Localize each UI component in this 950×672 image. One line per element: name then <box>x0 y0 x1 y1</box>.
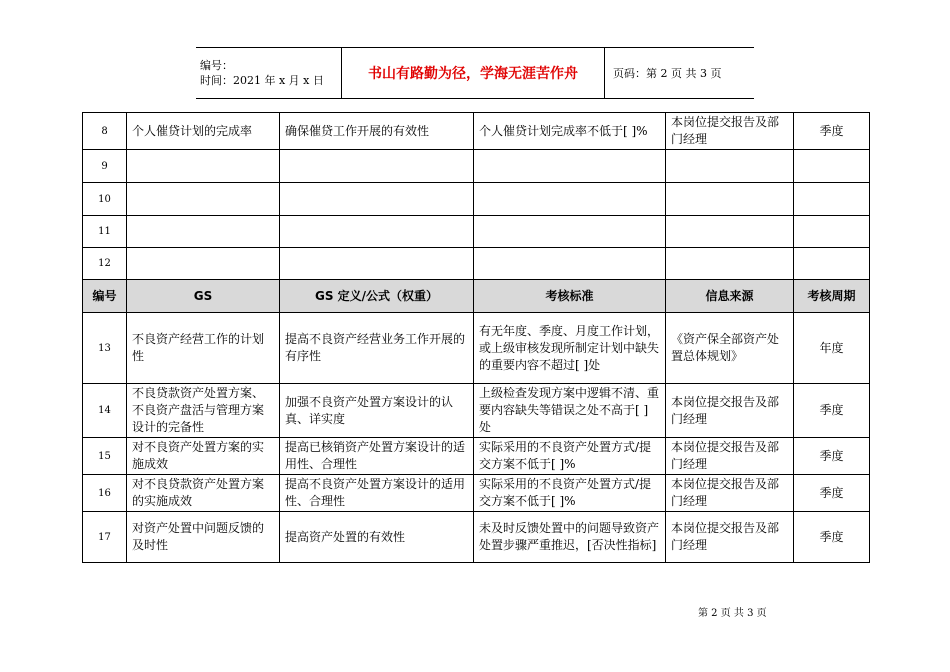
gs-cell <box>127 150 280 183</box>
row-number: 17 <box>83 512 127 563</box>
definition-cell <box>280 216 474 248</box>
table-row <box>83 150 870 183</box>
header-meta <box>196 48 342 98</box>
definition-cell: 提高资产处置的有效性 <box>280 512 474 563</box>
header-motto: 书山有路勤为径，学海无涯苦作舟 <box>342 48 605 98</box>
period-cell: 年度 <box>794 313 870 384</box>
period-cell: 季度 <box>794 113 870 150</box>
standard-cell: 有无年度、季度、月度工作计划，或上级审核发现所制定计划中缺失的重要内容不超过[ ]处 <box>474 313 666 384</box>
definition-cell: 确保催贷工作开展的有效性 <box>280 113 474 150</box>
definition-cell <box>280 183 474 216</box>
source-cell: 本岗位提交报告及部门经理 <box>666 384 794 438</box>
gs-cell: 不良资产经营工作的计划性 <box>127 313 280 384</box>
definition-cell: 提高不良资产处置方案设计的适用性、合理性 <box>280 475 474 512</box>
row-number: 13 <box>83 313 127 384</box>
source-cell <box>666 248 794 280</box>
definition-cell <box>280 150 474 183</box>
standard-cell: 实际采用的不良资产处置方式/提交方案不低于[ ]% <box>474 438 666 475</box>
gs-cell <box>127 248 280 280</box>
row-number: 14 <box>83 384 127 438</box>
header-page-number: 页码：第 2 页 共 3 页 <box>613 67 722 80</box>
column-header-number: 编号 <box>83 280 127 313</box>
gs-cell: 对不良资产处置方案的实施成效 <box>127 438 280 475</box>
source-cell: 本岗位提交报告及部门经理 <box>666 438 794 475</box>
period-cell: 季度 <box>794 512 870 563</box>
table-row <box>83 475 870 512</box>
document-date-label: 时间：2021 年 x 月 x 日 <box>200 74 324 87</box>
standard-cell: 上级检查发现方案中逻辑不清、重要内容缺失等错误之处不高于[ ]处 <box>474 384 666 438</box>
row-number: 9 <box>83 150 127 183</box>
standard-cell <box>474 248 666 280</box>
definition-cell: 提高已核销资产处置方案设计的适用性、合理性 <box>280 438 474 475</box>
standard-cell <box>474 150 666 183</box>
definition-cell: 提高不良资产经营业务工作开展的有序性 <box>280 313 474 384</box>
column-header-definition: GS 定义/公式（权重） <box>280 280 474 313</box>
table-row <box>83 438 870 475</box>
standard-cell: 个人催贷计划完成率不低于[ ]% <box>474 113 666 150</box>
period-cell <box>794 216 870 248</box>
source-cell <box>666 183 794 216</box>
table-row <box>83 216 870 248</box>
document-number-label: 编号： <box>200 59 233 72</box>
table-header-row <box>83 280 870 313</box>
table-row <box>83 248 870 280</box>
column-header-period: 考核周期 <box>794 280 870 313</box>
row-number: 16 <box>83 475 127 512</box>
source-cell: 本岗位提交报告及部门经理 <box>666 475 794 512</box>
source-cell: 本岗位提交报告及部门经理 <box>666 512 794 563</box>
source-cell <box>666 150 794 183</box>
gs-cell: 对资产处置中问题反馈的及时性 <box>127 512 280 563</box>
table-row <box>83 183 870 216</box>
gs-cell: 不良贷款资产处置方案、不良资产盘活与管理方案设计的完备性 <box>127 384 280 438</box>
standard-cell: 实际采用的不良资产处置方式/提交方案不低于[ ]% <box>474 475 666 512</box>
period-cell <box>794 248 870 280</box>
gs-cell <box>127 183 280 216</box>
source-cell: 本岗位提交报告及部门经理 <box>666 113 794 150</box>
table-row <box>83 384 870 438</box>
gs-cell: 对不良贷款资产处置方案的实施成效 <box>127 475 280 512</box>
period-cell: 季度 <box>794 438 870 475</box>
gs-cell <box>127 216 280 248</box>
row-number: 12 <box>83 248 127 280</box>
period-cell <box>794 150 870 183</box>
page-footer: 第 2 页 共 3 页 <box>698 608 767 619</box>
source-cell <box>666 216 794 248</box>
column-header-gs: GS <box>127 280 280 313</box>
period-cell: 季度 <box>794 475 870 512</box>
row-number: 11 <box>83 216 127 248</box>
page-header <box>196 47 754 99</box>
row-number: 8 <box>83 113 127 150</box>
source-cell: 《资产保全部资产处置总体规划》 <box>666 313 794 384</box>
standard-cell: 未及时反馈处置中的问题导致资产处置步骤严重推迟，[否决性指标] <box>474 512 666 563</box>
assessment-table <box>82 112 870 563</box>
row-number: 10 <box>83 183 127 216</box>
row-number: 15 <box>83 438 127 475</box>
column-header-source: 信息来源 <box>666 280 794 313</box>
table-row <box>83 113 870 150</box>
definition-cell <box>280 248 474 280</box>
table-row <box>83 313 870 384</box>
standard-cell <box>474 216 666 248</box>
period-cell <box>794 183 870 216</box>
gs-cell: 个人催贷计划的完成率 <box>127 113 280 150</box>
table-row <box>83 512 870 563</box>
definition-cell: 加强不良资产处置方案设计的认真、详实度 <box>280 384 474 438</box>
standard-cell <box>474 183 666 216</box>
column-header-standard: 考核标准 <box>474 280 666 313</box>
period-cell: 季度 <box>794 384 870 438</box>
